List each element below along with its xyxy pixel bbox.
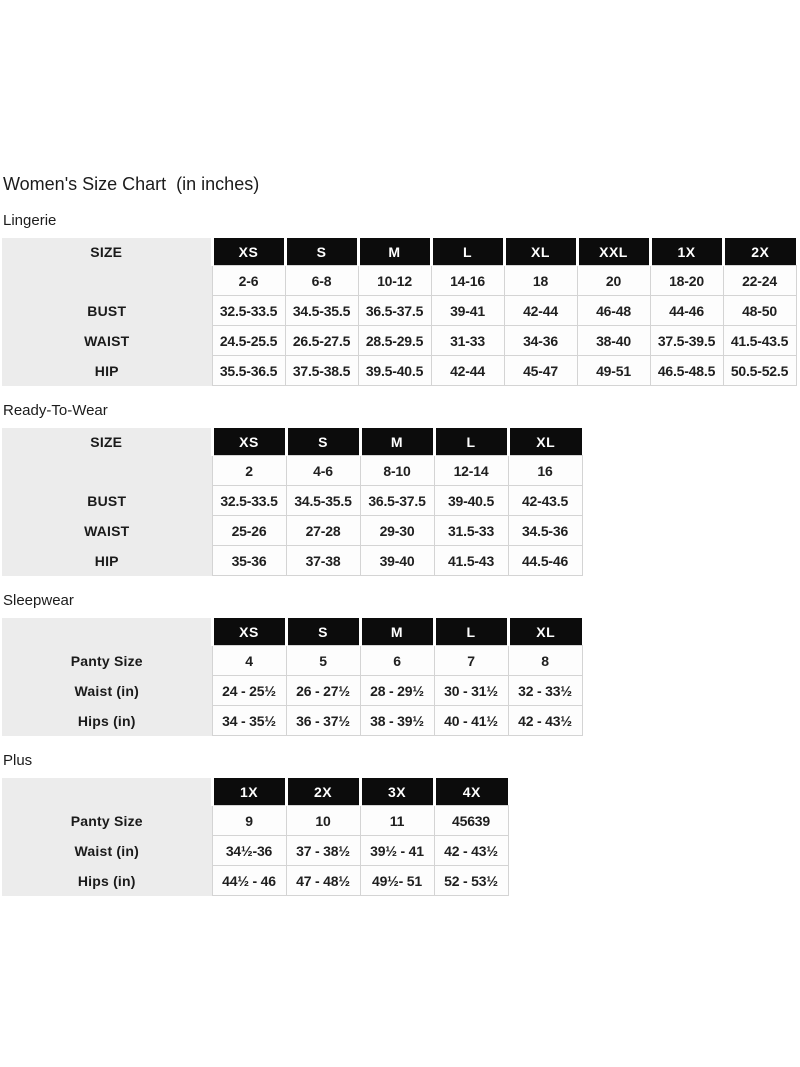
value-cell: 24.5-25.5 <box>212 326 285 356</box>
column-header-l: L <box>431 238 504 266</box>
column-header-1x: 1X <box>212 778 286 806</box>
value-cell: 12-14 <box>434 456 508 486</box>
table-row-waist-in <box>2 836 508 866</box>
value-cell: 41.5-43 <box>434 546 508 576</box>
size-table-ready-to-wear <box>2 427 583 576</box>
value-cell: 36.5-37.5 <box>358 296 431 326</box>
row-label: HIP <box>2 546 212 576</box>
column-header-s: S <box>285 238 358 266</box>
table-row-panty-size <box>2 646 582 676</box>
value-cell: 35.5-36.5 <box>212 356 285 386</box>
value-cell: 41.5-43.5 <box>723 326 796 356</box>
row-label: Panty Size <box>2 806 212 836</box>
row-label <box>2 266 212 296</box>
value-cell: 45-47 <box>504 356 577 386</box>
value-cell: 39-40.5 <box>434 486 508 516</box>
column-header-m: M <box>360 428 434 456</box>
value-cell: 46.5-48.5 <box>650 356 723 386</box>
value-cell: 42-44 <box>504 296 577 326</box>
page-title: Women's Size Chart (in inches) <box>3 174 260 194</box>
column-header-l: L <box>434 428 508 456</box>
value-cell: 4 <box>212 646 286 676</box>
header-row <box>2 618 582 646</box>
section-title: Plus <box>3 752 33 769</box>
row-label: WAIST <box>2 516 212 546</box>
value-cell: 39-41 <box>431 296 504 326</box>
value-cell: 14-16 <box>431 266 504 296</box>
column-header-xl: XL <box>508 618 582 646</box>
value-cell: 50.5-52.5 <box>723 356 796 386</box>
value-cell: 18 <box>504 266 577 296</box>
value-cell: 35-36 <box>212 546 286 576</box>
value-cell: 42-43.5 <box>508 486 582 516</box>
table-row-waist <box>2 516 582 546</box>
value-cell: 31-33 <box>431 326 504 356</box>
section-lingerie <box>2 213 800 386</box>
column-header-s: S <box>286 428 360 456</box>
column-header-1x: 1X <box>650 238 723 266</box>
value-cell: 34.5-36 <box>508 516 582 546</box>
section-sleepwear <box>2 593 800 736</box>
value-cell: 26.5-27.5 <box>285 326 358 356</box>
column-header-m: M <box>358 238 431 266</box>
row-label: Hips (in) <box>2 706 212 736</box>
value-cell: 34½-36 <box>212 836 286 866</box>
table-row-bust <box>2 486 582 516</box>
value-cell: 38-40 <box>577 326 650 356</box>
value-cell: 36.5-37.5 <box>360 486 434 516</box>
row-label: Panty Size <box>2 646 212 676</box>
corner-label: SIZE <box>2 238 212 266</box>
value-cell: 44½ - 46 <box>212 866 286 896</box>
header-row <box>2 778 508 806</box>
column-header-xxl: XXL <box>577 238 650 266</box>
value-cell: 37.5-39.5 <box>650 326 723 356</box>
value-cell: 7 <box>434 646 508 676</box>
row-label: Waist (in) <box>2 676 212 706</box>
value-cell: 44-46 <box>650 296 723 326</box>
header-row <box>2 238 796 266</box>
value-cell: 29-30 <box>360 516 434 546</box>
column-header-xl: XL <box>504 238 577 266</box>
value-cell: 38 - 39½ <box>360 706 434 736</box>
value-cell: 44.5-46 <box>508 546 582 576</box>
value-cell: 10 <box>286 806 360 836</box>
section-plus <box>2 753 800 896</box>
size-table-sleepwear <box>2 617 583 736</box>
value-cell: 6-8 <box>285 266 358 296</box>
value-cell: 47 - 48½ <box>286 866 360 896</box>
size-table-lingerie <box>2 237 797 386</box>
section-ready-to-wear <box>2 403 800 576</box>
table-row-sizes <box>2 266 796 296</box>
value-cell: 26 - 27½ <box>286 676 360 706</box>
table-row-hips-in <box>2 866 508 896</box>
value-cell: 37.5-38.5 <box>285 356 358 386</box>
value-cell: 34-36 <box>504 326 577 356</box>
value-cell: 27-28 <box>286 516 360 546</box>
value-cell: 34 - 35½ <box>212 706 286 736</box>
value-cell: 45639 <box>434 806 508 836</box>
value-cell: 4-6 <box>286 456 360 486</box>
value-cell: 2-6 <box>212 266 285 296</box>
value-cell: 10-12 <box>358 266 431 296</box>
column-header-s: S <box>286 618 360 646</box>
value-cell: 28 - 29½ <box>360 676 434 706</box>
value-cell: 8 <box>508 646 582 676</box>
value-cell: 24 - 25½ <box>212 676 286 706</box>
value-cell: 37 - 38½ <box>286 836 360 866</box>
value-cell: 34.5-35.5 <box>286 486 360 516</box>
value-cell: 37-38 <box>286 546 360 576</box>
corner-label <box>2 618 212 646</box>
value-cell: 42 - 43½ <box>508 706 582 736</box>
corner-label <box>2 778 212 806</box>
value-cell: 31.5-33 <box>434 516 508 546</box>
value-cell: 39-40 <box>360 546 434 576</box>
column-header-l: L <box>434 618 508 646</box>
value-cell: 32.5-33.5 <box>212 486 286 516</box>
sections-container <box>2 213 800 896</box>
value-cell: 11 <box>360 806 434 836</box>
table-row-bust <box>2 296 796 326</box>
column-header-2x: 2X <box>286 778 360 806</box>
value-cell: 16 <box>508 456 582 486</box>
value-cell: 8-10 <box>360 456 434 486</box>
table-row-panty-size <box>2 806 508 836</box>
section-title: Sleepwear <box>3 592 74 609</box>
row-label: BUST <box>2 486 212 516</box>
value-cell: 42 - 43½ <box>434 836 508 866</box>
row-label: BUST <box>2 296 212 326</box>
value-cell: 6 <box>360 646 434 676</box>
value-cell: 2 <box>212 456 286 486</box>
column-header-3x: 3X <box>360 778 434 806</box>
value-cell: 28.5-29.5 <box>358 326 431 356</box>
corner-label: SIZE <box>2 428 212 456</box>
table-row-waist-in <box>2 676 582 706</box>
section-title: Ready-To-Wear <box>3 402 108 419</box>
value-cell: 30 - 31½ <box>434 676 508 706</box>
row-label: HIP <box>2 356 212 386</box>
value-cell: 20 <box>577 266 650 296</box>
row-label <box>2 456 212 486</box>
value-cell: 39½ - 41 <box>360 836 434 866</box>
value-cell: 46-48 <box>577 296 650 326</box>
table-row-sizes <box>2 456 582 486</box>
section-title: Lingerie <box>3 212 57 229</box>
value-cell: 49-51 <box>577 356 650 386</box>
value-cell: 9 <box>212 806 286 836</box>
column-header-2x: 2X <box>723 238 796 266</box>
column-header-xs: XS <box>212 618 286 646</box>
column-header-m: M <box>360 618 434 646</box>
header-row <box>2 428 582 456</box>
table-row-waist <box>2 326 796 356</box>
column-header-xs: XS <box>212 428 286 456</box>
value-cell: 48-50 <box>723 296 796 326</box>
row-label: WAIST <box>2 326 212 356</box>
value-cell: 42-44 <box>431 356 504 386</box>
size-table-plus <box>2 777 509 896</box>
column-header-xs: XS <box>212 238 285 266</box>
value-cell: 25-26 <box>212 516 286 546</box>
row-label: Waist (in) <box>2 836 212 866</box>
row-label: Hips (in) <box>2 866 212 896</box>
value-cell: 5 <box>286 646 360 676</box>
value-cell: 40 - 41½ <box>434 706 508 736</box>
value-cell: 36 - 37½ <box>286 706 360 736</box>
value-cell: 52 - 53½ <box>434 866 508 896</box>
column-header-4x: 4X <box>434 778 508 806</box>
value-cell: 34.5-35.5 <box>285 296 358 326</box>
value-cell: 32 - 33½ <box>508 676 582 706</box>
value-cell: 32.5-33.5 <box>212 296 285 326</box>
column-header-xl: XL <box>508 428 582 456</box>
table-row-hip <box>2 356 796 386</box>
value-cell: 22-24 <box>723 266 796 296</box>
table-row-hips-in <box>2 706 582 736</box>
table-row-hip <box>2 546 582 576</box>
value-cell: 18-20 <box>650 266 723 296</box>
value-cell: 39.5-40.5 <box>358 356 431 386</box>
value-cell: 49½- 51 <box>360 866 434 896</box>
